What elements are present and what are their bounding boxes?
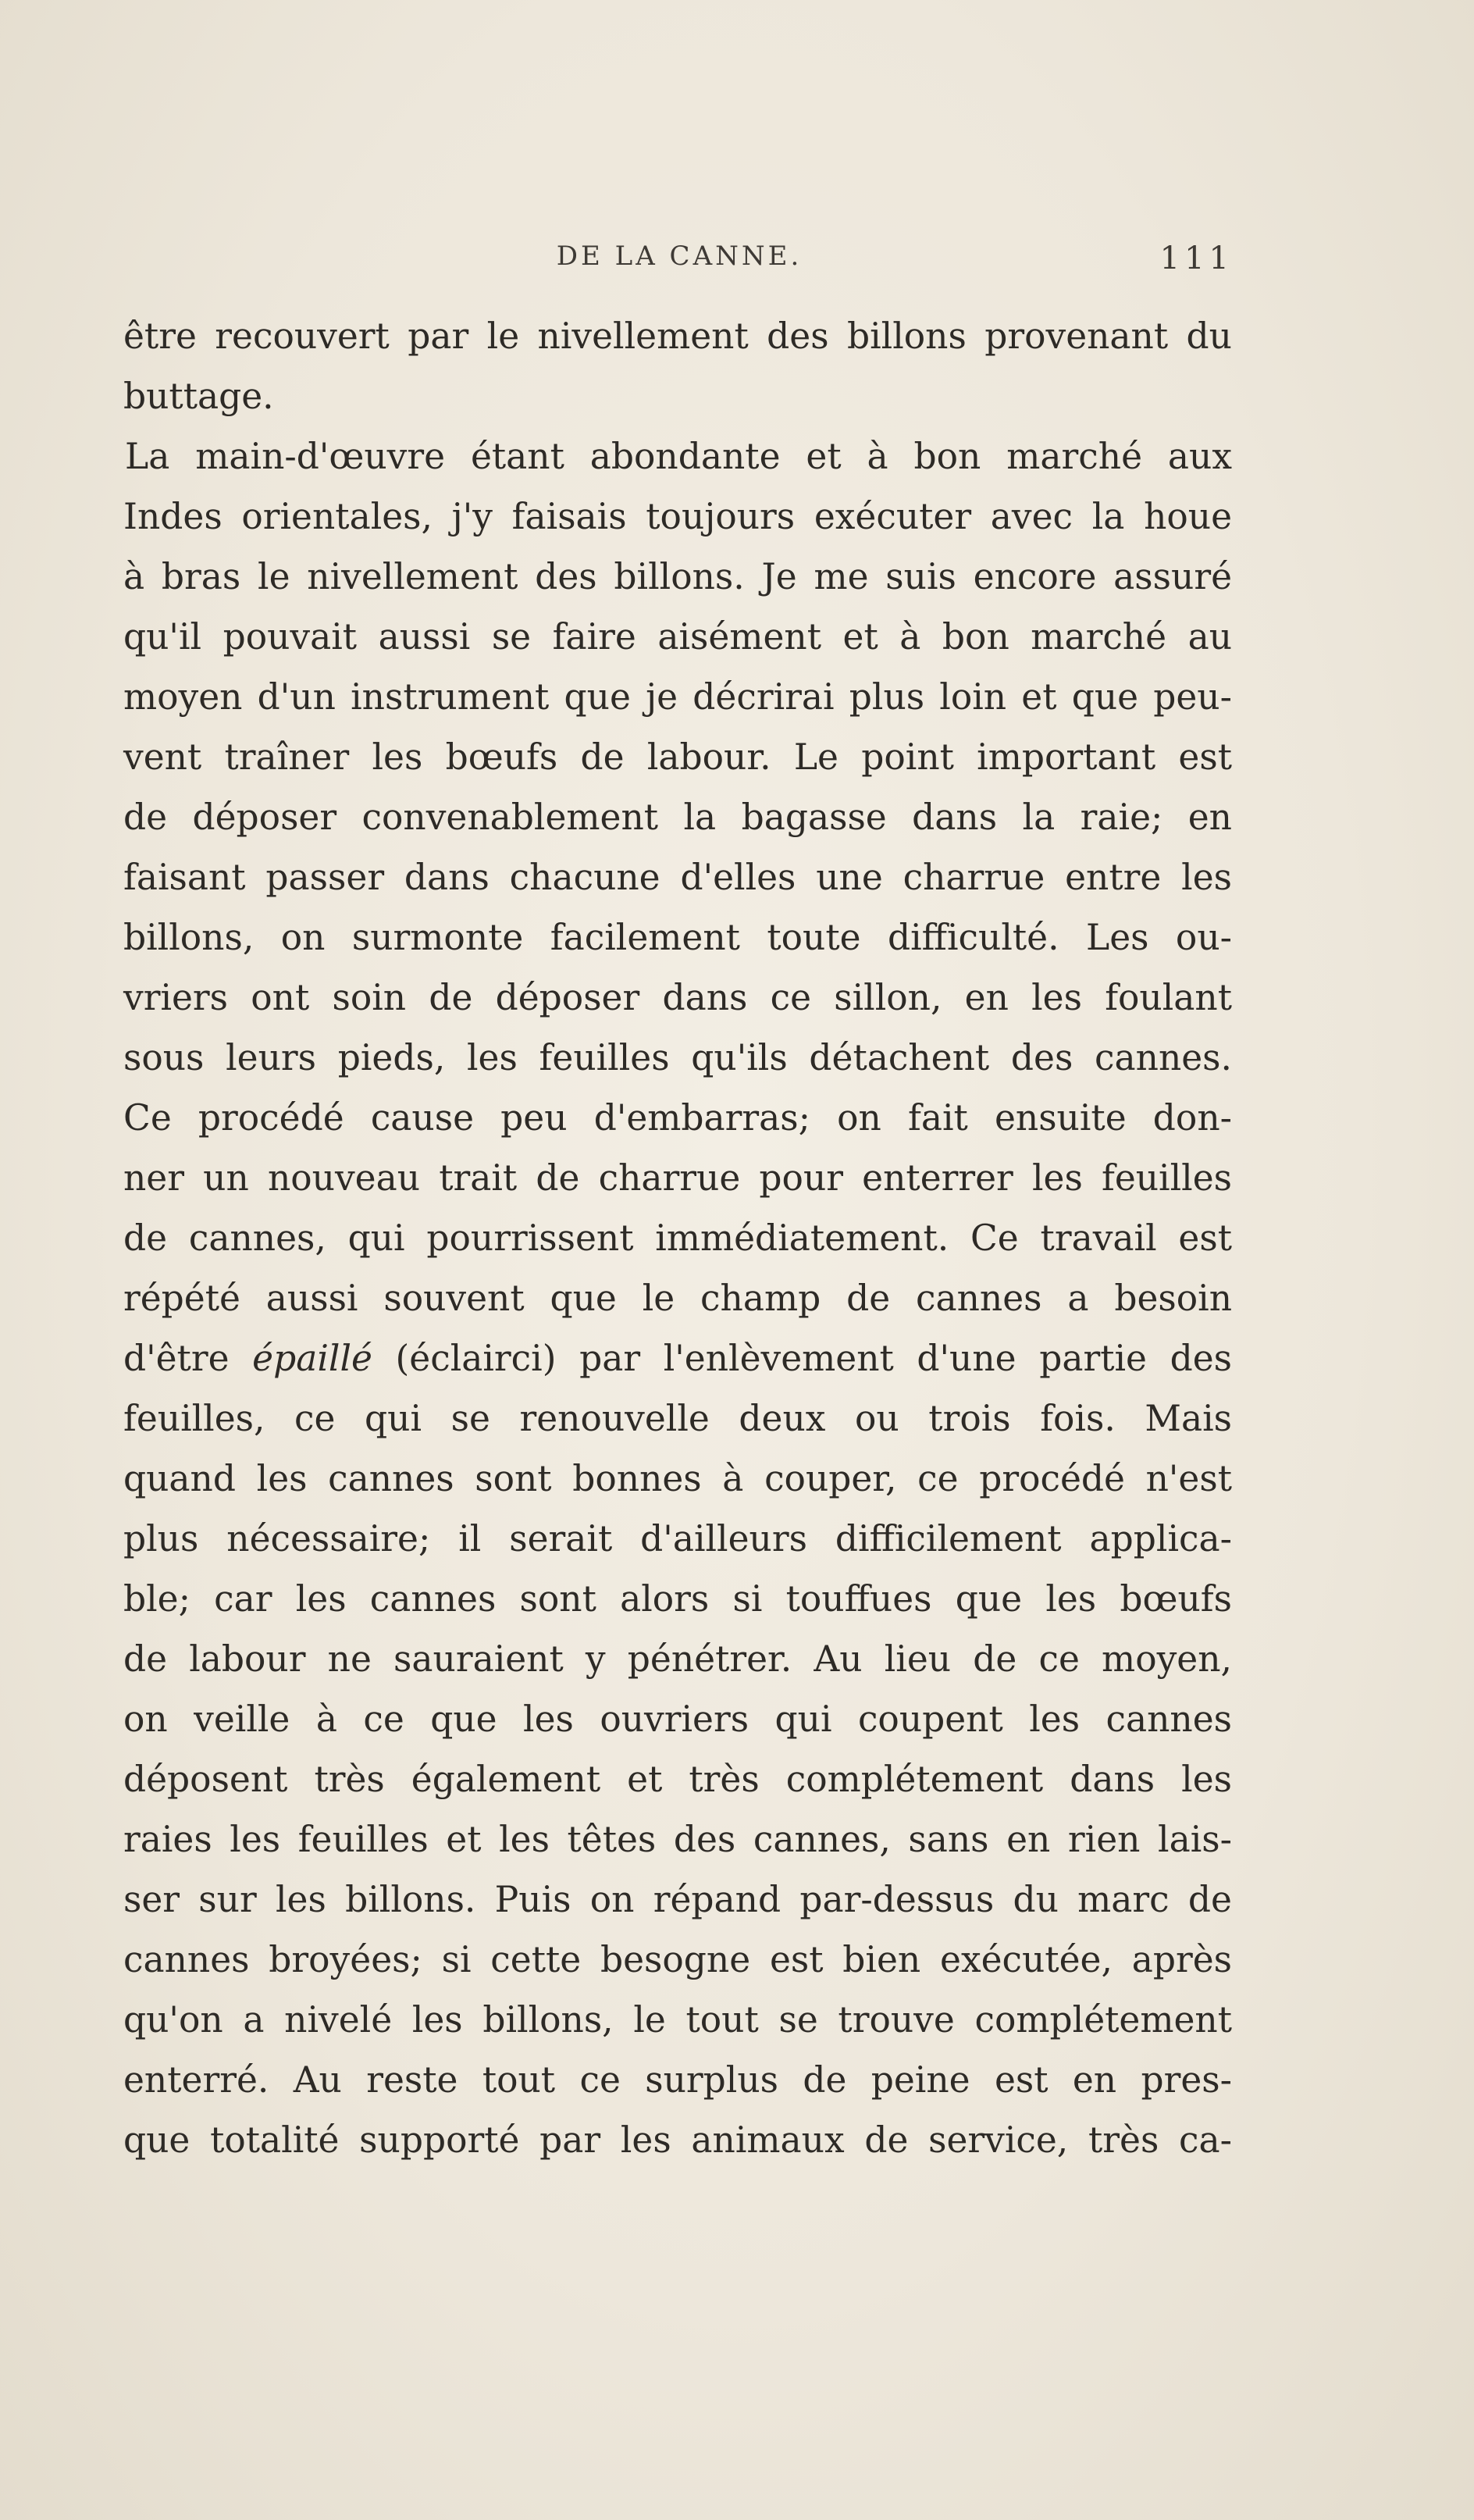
text-line: buttage. <box>123 376 274 417</box>
text-line: ner un nouveau trait de charrue pour enterrer les feuilles <box>123 1157 1232 1199</box>
text-line: ble; car les cannes sont alors si touffues que les bœufs <box>123 1578 1232 1620</box>
text-line: de labour ne sauraient y pénétrer. Au lieu de ce moyen, <box>123 1638 1232 1680</box>
page-number: 111 <box>1159 241 1234 276</box>
text-line: La main-d'œuvre étant abondante et à bon marché aux <box>125 436 1232 477</box>
text-line: à bras le nivellement des billons. Je me suis encore assuré <box>123 556 1232 597</box>
text-line: billons, on surmonte facilement toute difficulté. Les ou- <box>123 917 1232 958</box>
text-line: Ce procédé cause peu d'embarras; on fait ensuite don- <box>123 1097 1232 1139</box>
text-line: quand les cannes sont bonnes à couper, ce procédé n'est <box>123 1458 1232 1499</box>
text-line: faisant passer dans chacune d'elles une charrue entre les <box>123 857 1232 898</box>
text-line: feuilles, ce qui se renouvelle deux ou trois fois. Mais <box>123 1398 1232 1439</box>
text-line-with-italic <box>123 1328 1232 1388</box>
text-line: Indes orientales, j'y faisais toujours exécuter avec la houe <box>123 496 1232 537</box>
text-line: cannes broyées; si cette besogne est bien exécutée, après <box>123 1939 1232 1980</box>
text-line: vent traîner les bœufs de labour. Le point important est <box>123 736 1232 778</box>
text-line: raies les feuilles et les têtes des cannes, sans en rien lais- <box>123 1819 1232 1860</box>
body-text <box>123 306 1232 2170</box>
text-line: être recouvert par le nivellement des billons provenant du <box>123 315 1232 357</box>
text-line: que totalité supporté par les animaux de service, très ca- <box>123 2119 1232 2161</box>
text-line: de déposer convenablement la bagasse dans la raie; en <box>123 797 1232 838</box>
text-line: enterré. Au reste tout ce surplus de peine est en pres- <box>123 2059 1232 2101</box>
text-run: d'être <box>123 1338 253 1379</box>
running-title: DE LA CANNE. <box>556 241 803 272</box>
text-line: de cannes, qui pourrissent immédiatement. Ce travail est <box>123 1217 1232 1259</box>
text-line: vriers ont soin de déposer dans ce sillon, en les foulant <box>123 977 1232 1018</box>
text-run: (éclairci) par l'enlèvement d'une partie des <box>372 1338 1232 1379</box>
text-line: ser sur les billons. Puis on répand par-dessus du marc de <box>123 1879 1232 1920</box>
text-line: on veille à ce que les ouvriers qui coupent les cannes <box>123 1698 1232 1740</box>
text-line: moyen d'un instrument que je décrirai plus loin et que peu- <box>123 676 1232 718</box>
text-line: répété aussi souvent que le champ de cannes a besoin <box>123 1278 1232 1319</box>
text-line: qu'on a nivelé les billons, le tout se trouve complétement <box>123 1999 1232 2041</box>
text-line: plus nécessaire; il serait d'ailleurs difficilement applica- <box>123 1518 1232 1559</box>
text-line: déposent très également et très complétement dans les <box>123 1759 1232 1800</box>
text-line: sous leurs pieds, les feuilles qu'ils détachent des cannes. <box>123 1037 1232 1078</box>
text-line: qu'il pouvait aussi se faire aisément et à bon marché au <box>123 616 1232 658</box>
running-head <box>125 241 1234 287</box>
italic-term: épaillé <box>252 1338 372 1379</box>
